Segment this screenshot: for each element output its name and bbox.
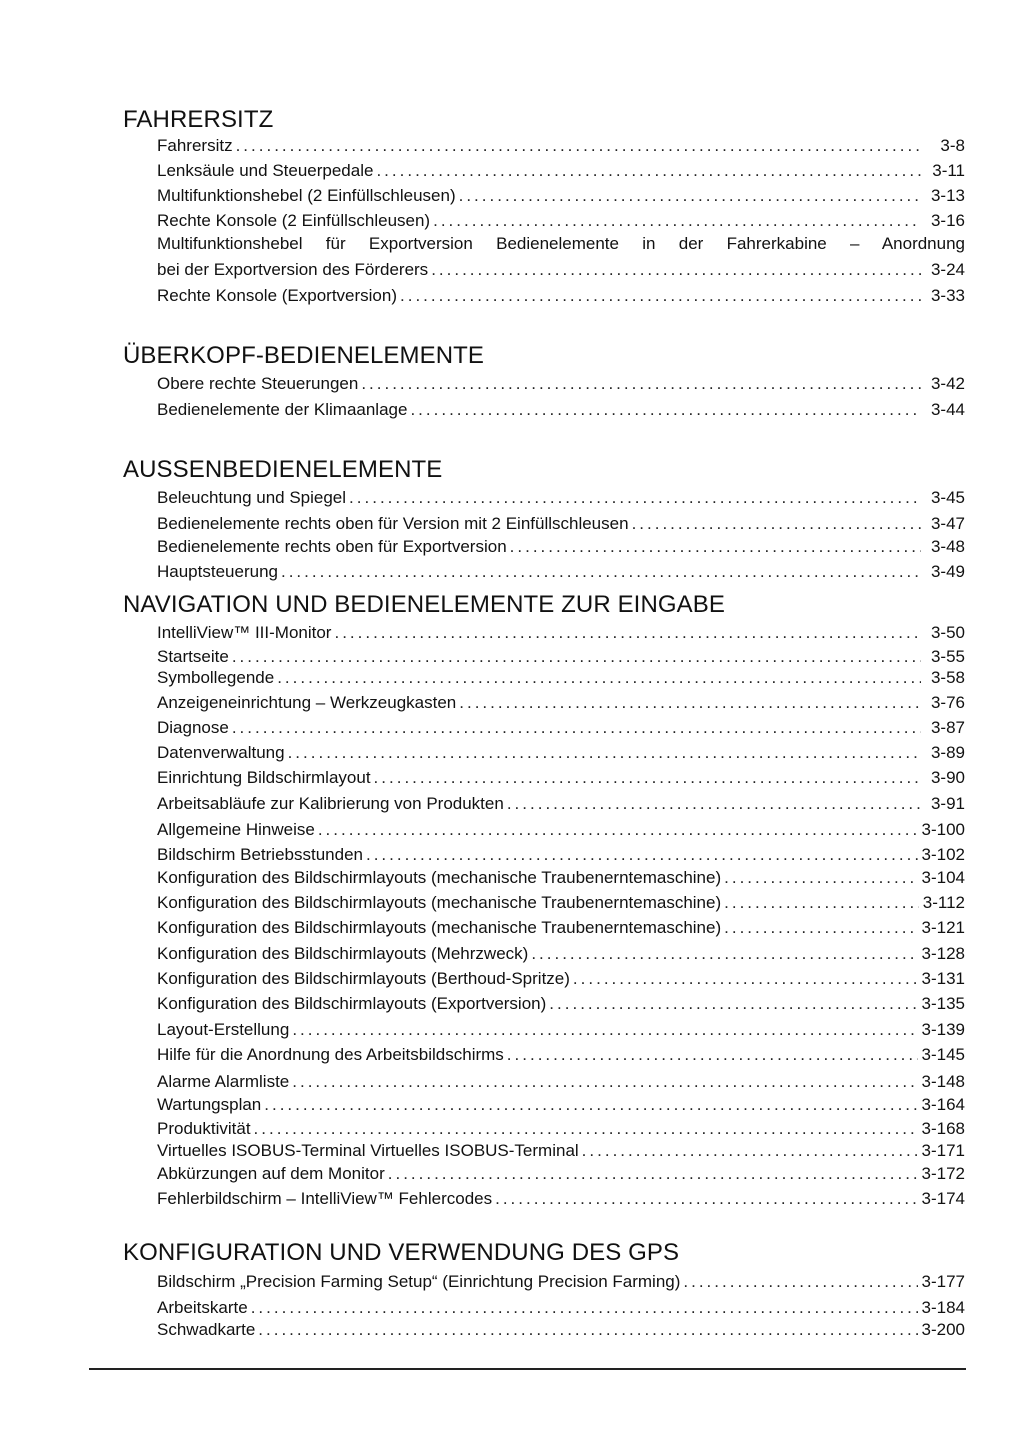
dot-leader [251,1296,918,1320]
entry-label: Konfiguration des Bildschirmlayouts (mechanische Traubenerntemaschine) [157,918,722,937]
entry-page-number: 3-174 [921,1189,965,1208]
entry-label: Konfiguration des Bildschirmlayouts (mechanische Traubenerntemaschine) [157,893,722,912]
toc-entry[interactable] [157,284,965,308]
entry-label: Virtuelles ISOBUS-Terminal Virtuelles ISOBUS-Terminal [157,1141,579,1160]
entry-page-number: 3-168 [921,1119,965,1138]
entry-label: Datenverwaltung [157,743,285,762]
entry-page-number: 3-76 [930,693,965,712]
toc-entry[interactable] [157,1018,965,1042]
entry-label: Layout-Erstellung [157,1020,290,1039]
dot-leader [232,716,921,740]
entry-label: Anzeigeneinrichtung – Werkzeugkasten [157,693,457,712]
toc-entry[interactable] [157,792,965,816]
toc-entry[interactable] [157,666,965,690]
entry-label: Produktivität [157,1119,251,1138]
entry-label: Bildschirm „Precision Farming Setup“ (Einrichtung Precision Farming) [157,1272,681,1291]
toc-entry[interactable] [157,398,965,422]
toc-entry[interactable] [157,372,965,396]
entry-page-number: 3-42 [930,374,965,393]
toc-entry[interactable] [157,184,965,208]
entry-page-number: 3-48 [930,537,965,556]
entry-page-number: 3-184 [921,1298,965,1317]
entry-page-number: 3-8 [940,136,965,155]
footer-rule [89,1368,966,1370]
dot-leader [573,967,918,991]
entry-label: Bedienelemente der Klimaanlage [157,400,408,419]
dot-leader [433,209,921,233]
dot-leader [400,284,921,308]
entry-page-number: 3-112 [922,893,965,912]
toc-entry[interactable] [157,535,965,559]
entry-page-number: 3-24 [930,260,965,279]
toc-entry[interactable] [157,716,965,740]
entry-label: Bedienelemente rechts oben für Version mit 2 Einfüllschleusen [157,514,629,533]
toc-entry[interactable] [157,1139,965,1163]
entry-page-number: 3-164 [921,1095,965,1114]
toc-entry[interactable] [157,1187,965,1211]
entry-page-number: 3-50 [930,623,965,642]
section-title: AUSSENBEDIENELEMENTE [123,456,443,483]
section-title: KONFIGURATION UND VERWENDUNG DES GPS [123,1239,680,1266]
entry-page-number: 3-171 [921,1141,965,1160]
dot-leader [582,1139,918,1163]
entry-page-number: 3-145 [921,1045,965,1064]
entry-page-number: 3-47 [930,514,965,533]
entry-page-number: 3-139 [921,1020,965,1039]
toc-entry[interactable] [157,818,965,842]
toc-entry[interactable] [157,1162,965,1186]
entry-page-number: 3-128 [921,944,965,963]
toc-entry[interactable] [157,1296,965,1320]
toc-entry[interactable] [157,691,965,715]
entry-label: Hauptsteuerung [157,562,278,581]
dot-leader [334,621,921,645]
entry-page-number: 3-91 [930,794,965,813]
toc-entry[interactable] [157,1043,965,1067]
entry-page-number: 3-11 [932,161,965,180]
dot-leader [349,486,921,510]
toc-entry[interactable] [157,866,965,890]
entry-label: Wartungsplan [157,1095,262,1114]
entry-page-number: 3-148 [921,1072,965,1091]
dot-leader [254,1117,918,1141]
entry-page-number: 3-45 [930,488,965,507]
dot-leader [277,666,921,690]
entry-label: Multifunktionshebel (2 Einfüllschleusen) [157,186,456,205]
entry-page-number: 3-90 [930,768,965,787]
dot-leader [376,159,921,183]
toc-entry[interactable] [157,621,965,645]
section-title: NAVIGATION UND BEDIENELEMENTE ZUR EINGABE [123,591,725,618]
entry-page-number: 3-177 [921,1272,965,1291]
entry-label: Schwadkarte [157,1320,256,1339]
toc-entry[interactable] [157,1270,965,1294]
toc-entry[interactable] [157,159,965,183]
toc-entry[interactable] [157,560,965,584]
entry-page-number: 3-55 [930,647,965,666]
entry-label: bei der Exportversion des Förderers [157,260,429,279]
entry-label: Arbeitskarte [157,1298,248,1317]
dot-leader [288,741,921,765]
entry-label: Fahrersitz [157,136,233,155]
entry-label: Fehlerbildschirm – IntelliView™ Fehlercodes [157,1189,493,1208]
entry-label: Arbeitsabläufe zur Kalibrierung von Produkten [157,794,504,813]
toc-entry[interactable] [157,992,965,1016]
entry-page-number: 3-49 [930,562,965,581]
entry-label: Konfiguration des Bildschirmlayouts (Mehrzweck) [157,944,529,963]
toc-entry[interactable] [157,1070,965,1094]
dot-leader [724,891,919,915]
toc-entry[interactable] [157,1318,965,1342]
dot-leader [281,560,921,584]
dot-leader [510,535,921,559]
toc-entry[interactable] [157,1117,965,1141]
dot-leader [724,916,917,940]
dot-leader [318,818,918,842]
toc-entry[interactable] [157,942,965,966]
entry-label: Abkürzungen auf dem Monitor [157,1164,385,1183]
dot-leader [507,1043,918,1067]
dot-leader [495,1187,917,1211]
entry-page-number: 3-131 [921,969,965,988]
entry-label: Konfiguration des Bildschirmlayouts (Exportversion) [157,994,547,1013]
entry-label: Beleuchtung und Spiegel [157,488,347,507]
entry-page-number: 3-100 [921,820,965,839]
toc-entry[interactable] [157,512,965,536]
toc-entry[interactable] [157,741,965,765]
dot-leader [292,1070,917,1094]
entry-page-number: 3-172 [921,1164,965,1183]
dot-leader [292,1018,917,1042]
dot-leader [236,134,921,158]
toc-entry[interactable] [157,486,965,510]
entry-page-number: 3-102 [921,845,965,864]
dot-leader [361,372,921,396]
entry-page-number: 3-13 [930,186,965,205]
toc-entry[interactable] [157,891,965,915]
dot-leader [258,1318,917,1342]
toc-entry[interactable] [157,232,965,282]
dot-leader [431,258,921,282]
dot-leader [388,1162,918,1186]
toc-entry[interactable] [157,843,965,867]
toc-entry[interactable] [157,134,965,158]
entry-label: Lenksäule und Steuerpedale [157,161,374,180]
dot-leader [366,843,918,867]
toc-entry[interactable] [157,1093,965,1117]
dot-leader [374,766,921,790]
entry-label: Obere rechte Steuerungen [157,374,359,393]
toc-entry[interactable] [157,916,965,940]
dot-leader [632,512,921,536]
dot-leader [459,184,921,208]
section-title: FAHRERSITZ [123,106,274,133]
dot-leader [507,792,921,816]
entry-page-number: 3-200 [921,1320,965,1339]
entry-page-number: 3-135 [921,994,965,1013]
toc-entry[interactable] [157,209,965,233]
dot-leader [459,691,921,715]
entry-page-number: 3-33 [930,286,965,305]
dot-leader [549,992,917,1016]
entry-label: Diagnose [157,718,229,737]
entry-label: Symbollegende [157,668,275,687]
entry-label: IntelliView™ III-Monitor [157,623,332,642]
dot-leader [683,1270,917,1294]
dot-leader [531,942,917,966]
entry-label: Bedienelemente rechts oben für Exportversion [157,537,507,556]
toc-entry[interactable] [157,967,965,991]
entry-label: Alarme Alarmliste [157,1072,290,1091]
entry-label: Startseite [157,647,229,666]
entry-label: Rechte Konsole (Exportversion) [157,286,398,305]
entry-label-line1: Multifunktionshebel für Exportversion Bedienelemente in der Fahrerkabine – Anordnung [157,234,965,253]
entry-page-number: 3-89 [930,743,965,762]
entry-label: Konfiguration des Bildschirmlayouts (mechanische Traubenerntemaschine) [157,868,722,887]
entry-page-number: 3-87 [930,718,965,737]
entry-label: Bildschirm Betriebsstunden [157,845,363,864]
entry-page-number: 3-104 [921,868,965,887]
toc-entry[interactable] [157,766,965,790]
entry-page-number: 3-121 [921,918,965,937]
entry-label: Konfiguration des Bildschirmlayouts (Berthoud-Spritze) [157,969,570,988]
entry-page-number: 3-16 [930,211,965,230]
entry-label: Allgemeine Hinweise [157,820,315,839]
entry-page-number: 3-58 [930,668,965,687]
entry-label: Einrichtung Bildschirmlayout [157,768,371,787]
dot-leader [264,1093,917,1117]
dot-leader [724,866,917,890]
entry-label: Rechte Konsole (2 Einfüllschleusen) [157,211,431,230]
dot-leader [410,398,921,422]
section-title: ÜBERKOPF-BEDIENELEMENTE [123,342,485,369]
entry-label: Hilfe für die Anordnung des Arbeitsbildschirms [157,1045,504,1064]
entry-page-number: 3-44 [930,400,965,419]
